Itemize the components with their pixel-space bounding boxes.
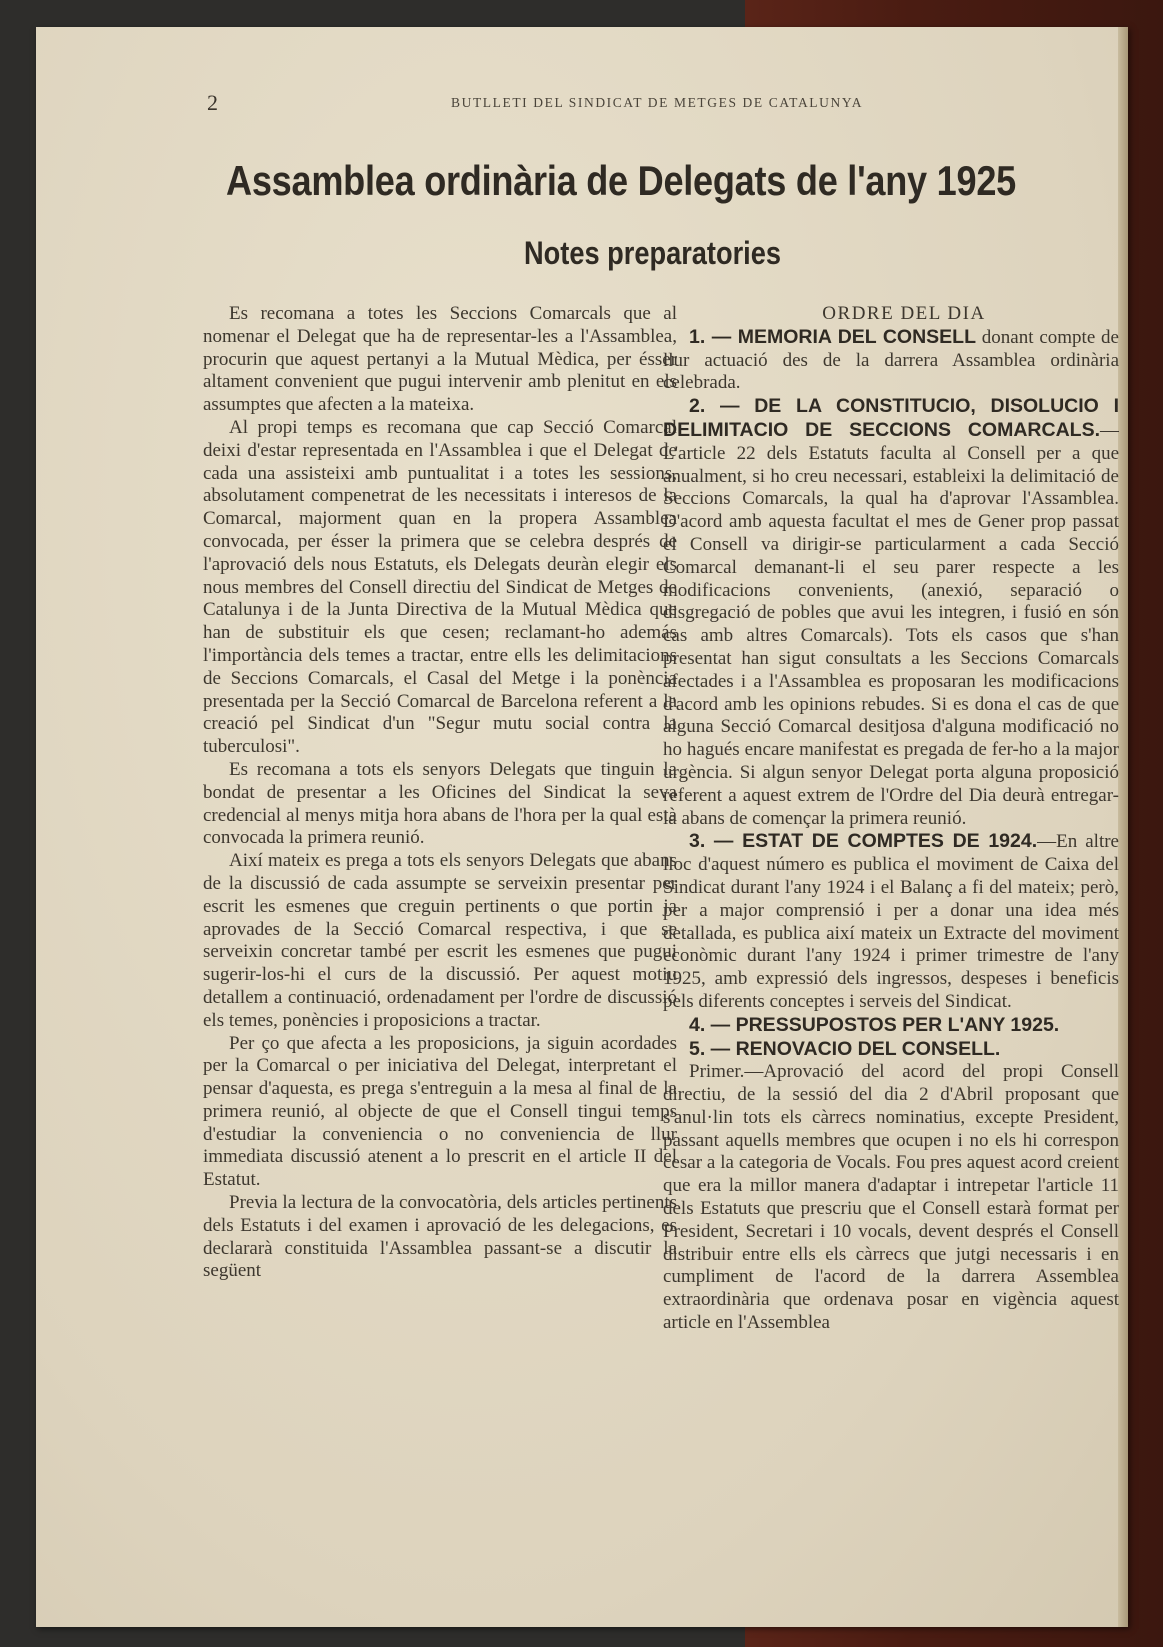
agenda-item bbox=[663, 326, 1119, 395]
agenda-item bbox=[663, 830, 1119, 1013]
paragraph: Així mateix es prega a tots els senyors Delegats que abans de la discussió de cada assumpte se serveixin presentar per escrit les esmenes que creguin pertinents o que portin ja aprovades de la Secció Comarcal respectiva, i que se serveixin concretar també per escrit les esmenes que pugui sugerir-los-hi el curs de la discussió. Per aquest motiu detallem a continuació, ordenadament per l'ordre de discussió els temes, ponències i proposicions a tractar. bbox=[203, 850, 677, 1031]
agenda-item-body: —L'article 22 dels Estatuts faculta al Consell per a que anualment, si ho creu necessari, estableixi la delimitació de Seccions Comarcals, la qual ha d'aprovar l'Assamblea. D'acord amb aquesta facultat el mes de Gener prop passat el Consell va dirigir-se particularment a cada Secció Comarcal demanant-li el seu parer respecte a les modificacions convenients, (anexió, separació o disgregació de pobles que avui les integren, i fusió en són cas amb altres Comarcals). Tots els casos que s'han presentat han sigut consultats a les Seccions Comarcals afectades i a l'Assamblea es proposaran les modificacions d'acord amb les opinions rebudes. Si es dona el cas de que alguna Secció Comarcal desitjosa d'alguna modificació no ho hagués encare manifestat es pregada de fer-ho a la major urgència. Si algun senyor Delegat porta alguna proposició referent a aquest extrem de l'Ordre del Dia deurà entregar-la abans de començar la primera reunió. bbox=[663, 419, 1119, 829]
ordre-del-dia-heading: ORDRE DEL DIA bbox=[822, 303, 986, 324]
paragraph: Al propi temps es recomana que cap Secció Comarcal deixi d'estar representada en l'Assamblea i que el Delegat de cada una assisteixi amb puntualitat i a totes les sessions, absolutament compenetrat de les necessitats i interesos de la Comarcal, majorment quan en la propera Assamblea convocada, per ésser la primera que se celebra després de l'aprovació dels nous Estatuts, els Delegats deuràn elegir els nous membres del Consell directiu del Sindicat de Metges de Catalunya i de la Junta Directiva de la Mutual Mèdica que han de substituir els que cesen; reclamant-ho además l'importància dels temes a tractar, entre ells les delimitacions de Seccions Comarcals, el Casal del Metge i la ponència presentada per la Secció Comarcal de Barcelona referent a la creació pel Sindicat d'un "Segur mutu social contra la tuberculosi". bbox=[203, 416, 677, 758]
document-page bbox=[36, 27, 1128, 1627]
right-column bbox=[663, 303, 1119, 1335]
agenda-item-heading: 3. — ESTAT DE COMPTES DE 1924. bbox=[689, 830, 1038, 853]
agenda-item bbox=[663, 1014, 1119, 1038]
page-edge bbox=[1118, 27, 1128, 1627]
paragraph: Es recomana a totes les Seccions Comarcals que al nomenar el Delegat que ha de representar-les a l'Assamblea, procurin que aquest pertanyi a la Mutual Mèdica, per ésser altament convenient que pugui intervenir amb plenitut en els assumptes que afecten a la mateixa. bbox=[203, 303, 677, 416]
paragraph: Per ço que afecta a les proposicions, ja siguin acordades per la Comarcal o per iniciativa del Delegat, interpretant el pensar d'aquesta, es prega s'entreguin a la mesa al final de la primera reunió, al objecte de que el Consell tingui temps d'estudiar la conveniencia o no conveniencia de llur immediata discussió atenent a lo prescrit en el article II del Estatut. bbox=[203, 1032, 677, 1191]
left-column bbox=[203, 303, 677, 1283]
paragraph: Previa la lectura de la convocatòria, dels articles pertinents dels Estatuts i del examen i aprovació de les delegacions, es declararà constituida l'Assamblea passant-se a discutir la següent bbox=[203, 1192, 677, 1282]
agenda-item bbox=[663, 395, 1119, 830]
agenda-item bbox=[663, 1038, 1119, 1062]
agenda-item-heading: 4. — PRESSUPOSTOS PER L'ANY 1925. bbox=[689, 1013, 1060, 1036]
paragraph: Es recomana a tots els senyors Delegats que tinguin la bondat de presentar a les Oficines del Sindicat la seva credencial al menys mitja hora abans de l'hora per la qual està convocada la primera reunió. bbox=[203, 758, 677, 849]
agenda-item-heading: 2. — DE LA CONSTITUCIO, DISOLUCIO I DELIMITACIO DE SECCIONS COMARCALS. bbox=[663, 395, 1119, 441]
article-title: Assamblea ordinària de Delegats de l'any 1925 bbox=[226, 157, 1016, 204]
page-number: 2 bbox=[207, 90, 218, 115]
agenda-item-body: —En altre lloc d'aquest número es publica el moviment de Caixa del Sindicat durant l'any 1924 i el Balanç a fi del mateix; però, per a major comprensió i per a donar una idea més detallada, es publica així mateix un Extracte del moviment econòmic durant l'any 1924 i primer trimestre de l'any 1925, amb expressió dels ingressos, despeses i beneficis pels diferents conceptes i serveis del Sindicat. bbox=[663, 831, 1119, 1012]
agenda-item-heading: 1. — MEMORIA DEL CONSELL bbox=[689, 325, 976, 348]
running-header: BUTLLETI DEL SINDICAT DE METGES DE CATALUNYA bbox=[451, 95, 864, 110]
agenda-item-heading: 5. — RENOVACIO DEL CONSELL. bbox=[689, 1037, 1001, 1060]
paragraph: Primer.—Aprovació del acord del propi Consell directiu, de la sessió del dia 2 d'Abril proposant que s'anul·lin tots els càrrecs nominatius, excepte President, passant aquells membres que ocupen i no els hi correspon cesar a la categoria de Vocals. Fou pres aquest acord creient que era la millor manera d'adaptar i intrepetar l'article 11 dels Estatuts que prescriu que el Consell estarà format per President, Secretari i 10 vocals, devent després el Consell distribuir entre ells els càrrecs que jutgi necessaris i en cumpliment de l'acord de la darrera Assemblea extraordinària que ordenava posar en vigència aquest article en l'Assemblea bbox=[663, 1061, 1119, 1334]
agenda-item-body: donant compte de llur actuació des de la darrera Assamblea ordinària celebrada. bbox=[663, 326, 1119, 394]
article-subtitle: Notes preparatories bbox=[524, 235, 781, 271]
